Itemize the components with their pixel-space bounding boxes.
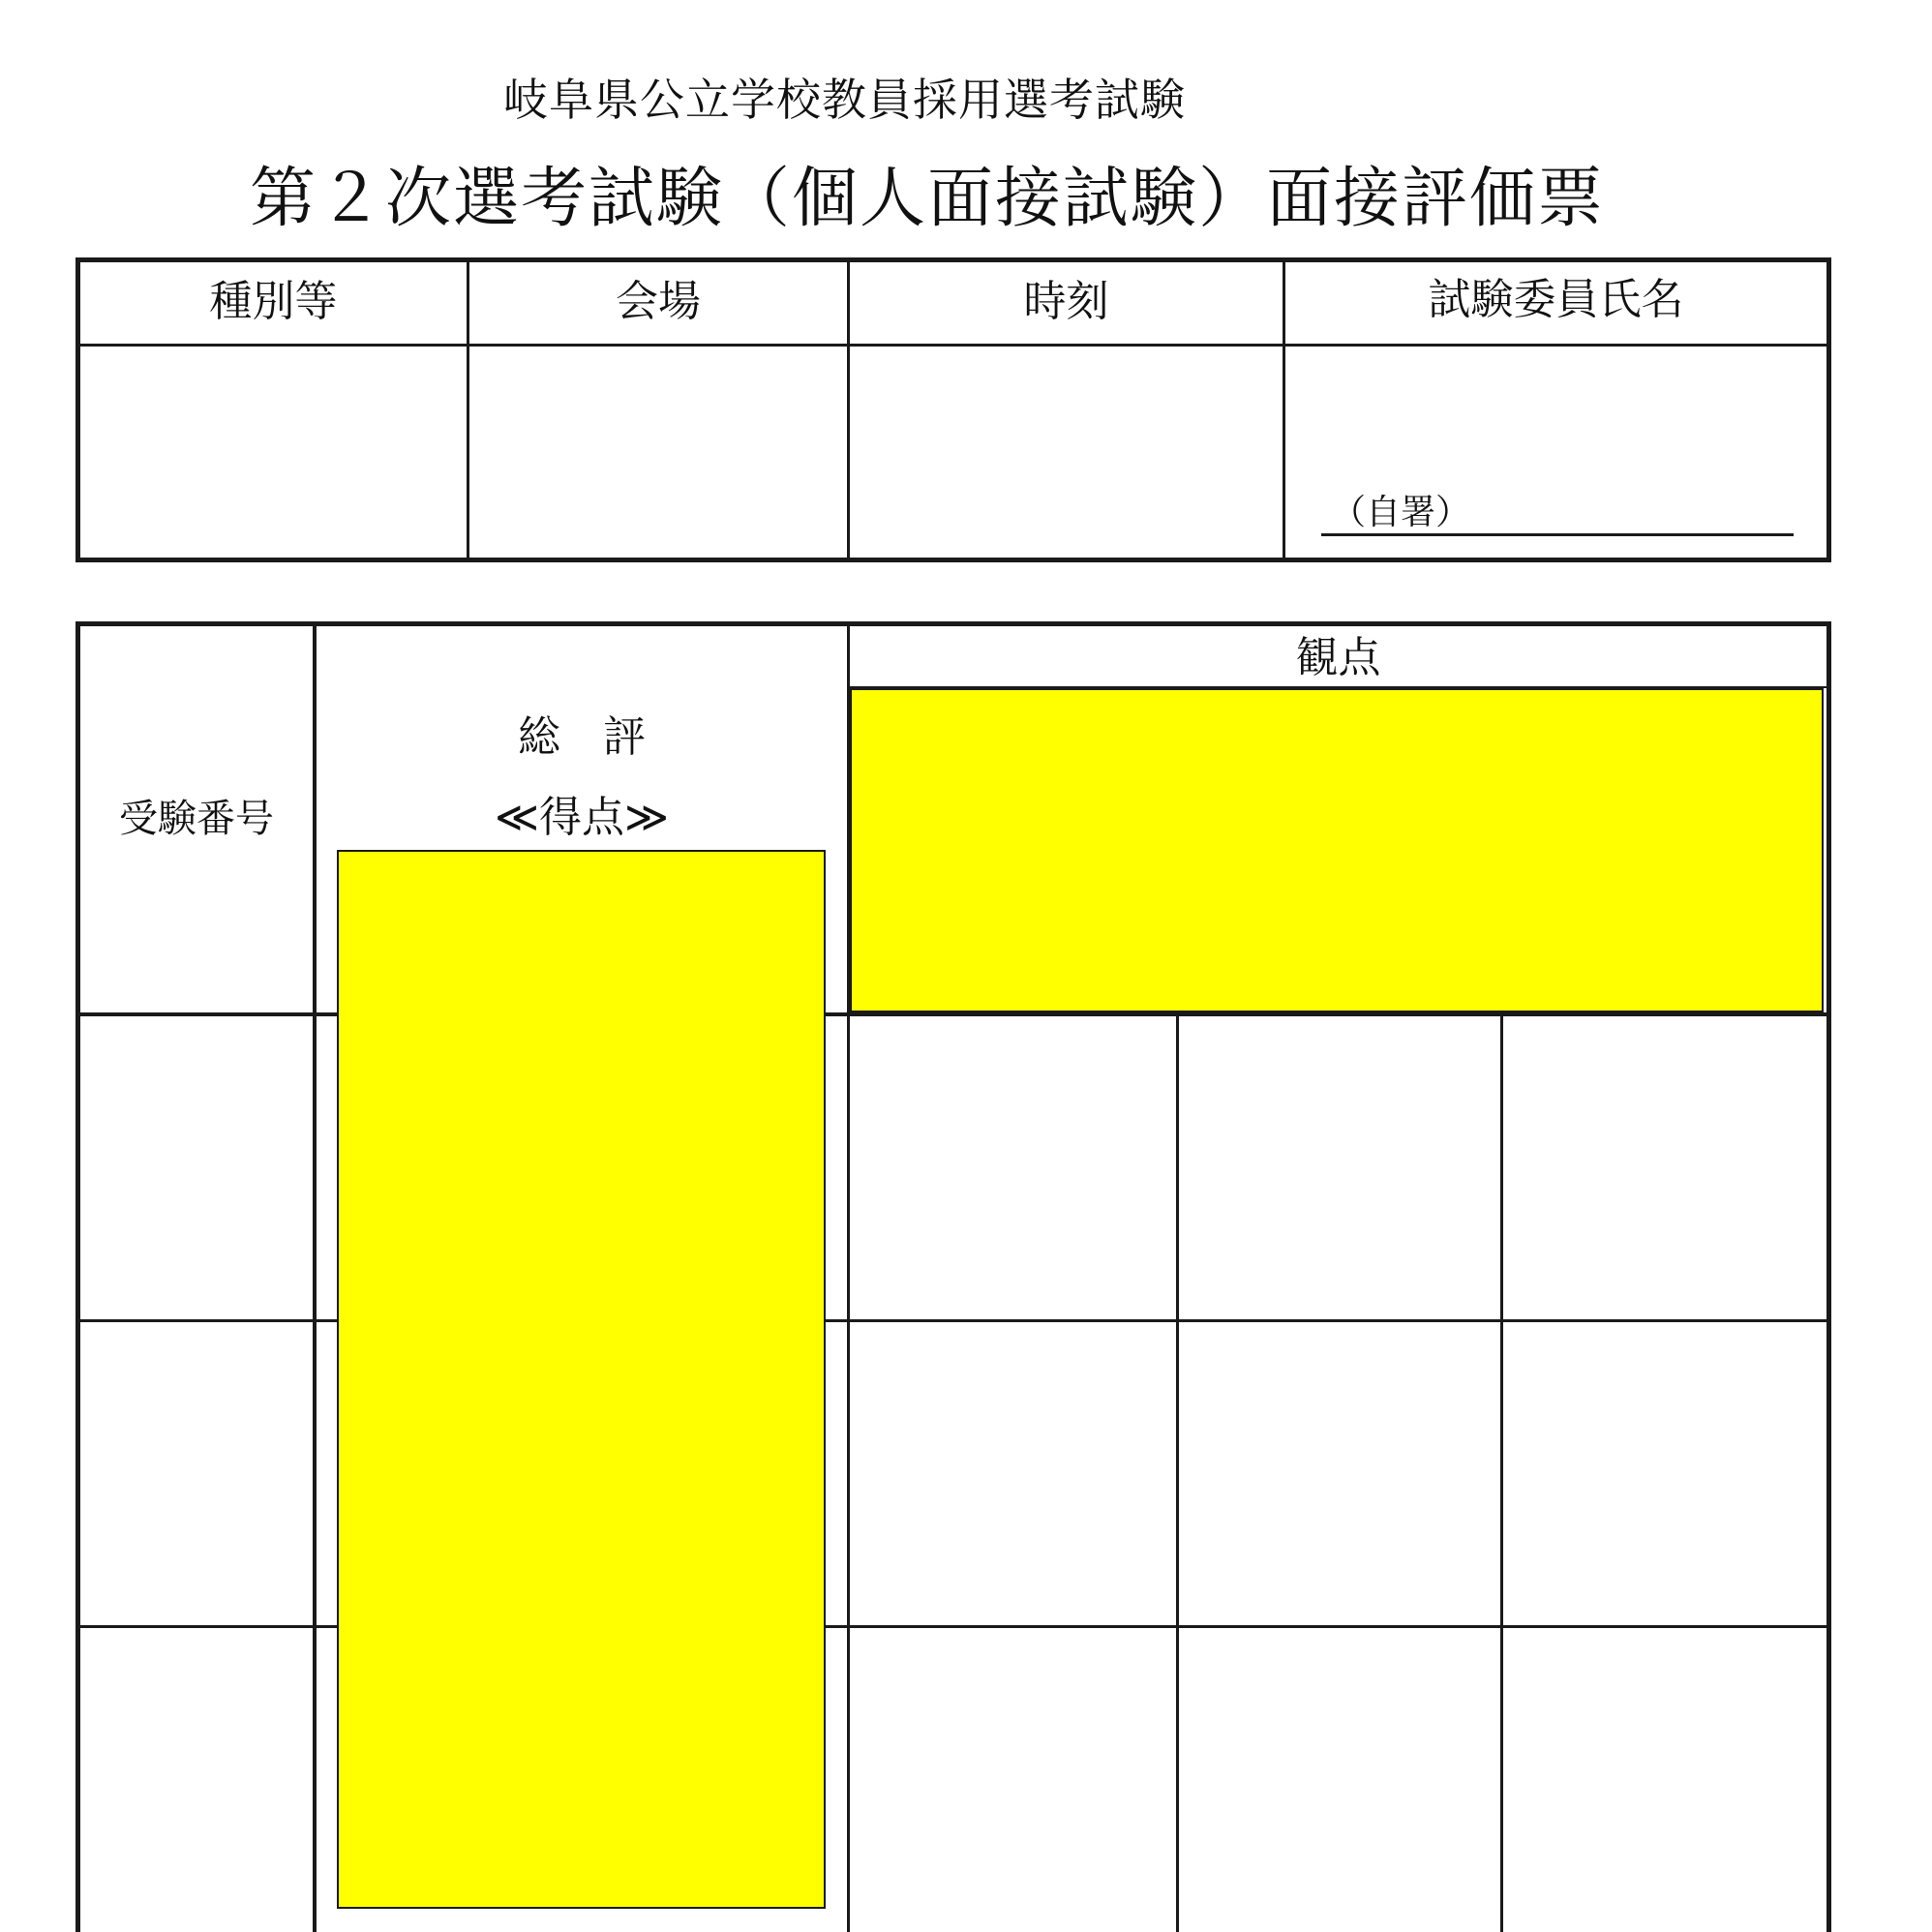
viewpoint-score-cell[interactable]: [850, 1016, 1176, 1319]
signature-label: （自署）: [1331, 493, 1471, 532]
exam-number-header: 受験番号: [119, 797, 274, 841]
venue-cell[interactable]: [469, 347, 847, 558]
viewpoint-header: 観点: [1295, 633, 1381, 682]
category-cell[interactable]: [80, 347, 467, 558]
viewpoint-score-cell[interactable]: [1503, 1322, 1826, 1625]
exam-number-cell[interactable]: [80, 1016, 313, 1319]
form-title: 第２次選考試験（個人面接試験）面接評価票: [250, 161, 1606, 237]
viewpoint-score-cell[interactable]: [1179, 1322, 1500, 1625]
viewpoint-score-cell[interactable]: [850, 1322, 1176, 1625]
viewpoint-score-cell[interactable]: [850, 1628, 1176, 1932]
column-header-category: 種別等: [209, 277, 338, 326]
exam-number-cell[interactable]: [80, 1322, 313, 1625]
signature-line: [1321, 533, 1794, 536]
viewpoint-score-cell[interactable]: [1179, 1016, 1500, 1319]
viewpoint-score-cell[interactable]: [1503, 1628, 1826, 1932]
overall-evaluation-header: 総 評: [518, 712, 646, 762]
organization-title: 岐阜県公立学校教員採用選考試験: [503, 74, 1186, 126]
viewpoint-score-cell[interactable]: [1179, 1628, 1500, 1932]
column-header-time: 時刻: [1023, 277, 1109, 326]
exam-number-cell[interactable]: [80, 1628, 313, 1932]
score-header: ≪得点≫: [494, 793, 670, 842]
viewpoint-score-cell[interactable]: [1503, 1016, 1826, 1319]
time-cell[interactable]: [850, 347, 1283, 558]
redacted-overall-score-column: [337, 850, 826, 1909]
column-header-venue: 会場: [616, 277, 701, 326]
redacted-viewpoint-criteria: [850, 688, 1824, 1012]
column-header-examiner-name: 試験委員氏名: [1428, 275, 1684, 324]
